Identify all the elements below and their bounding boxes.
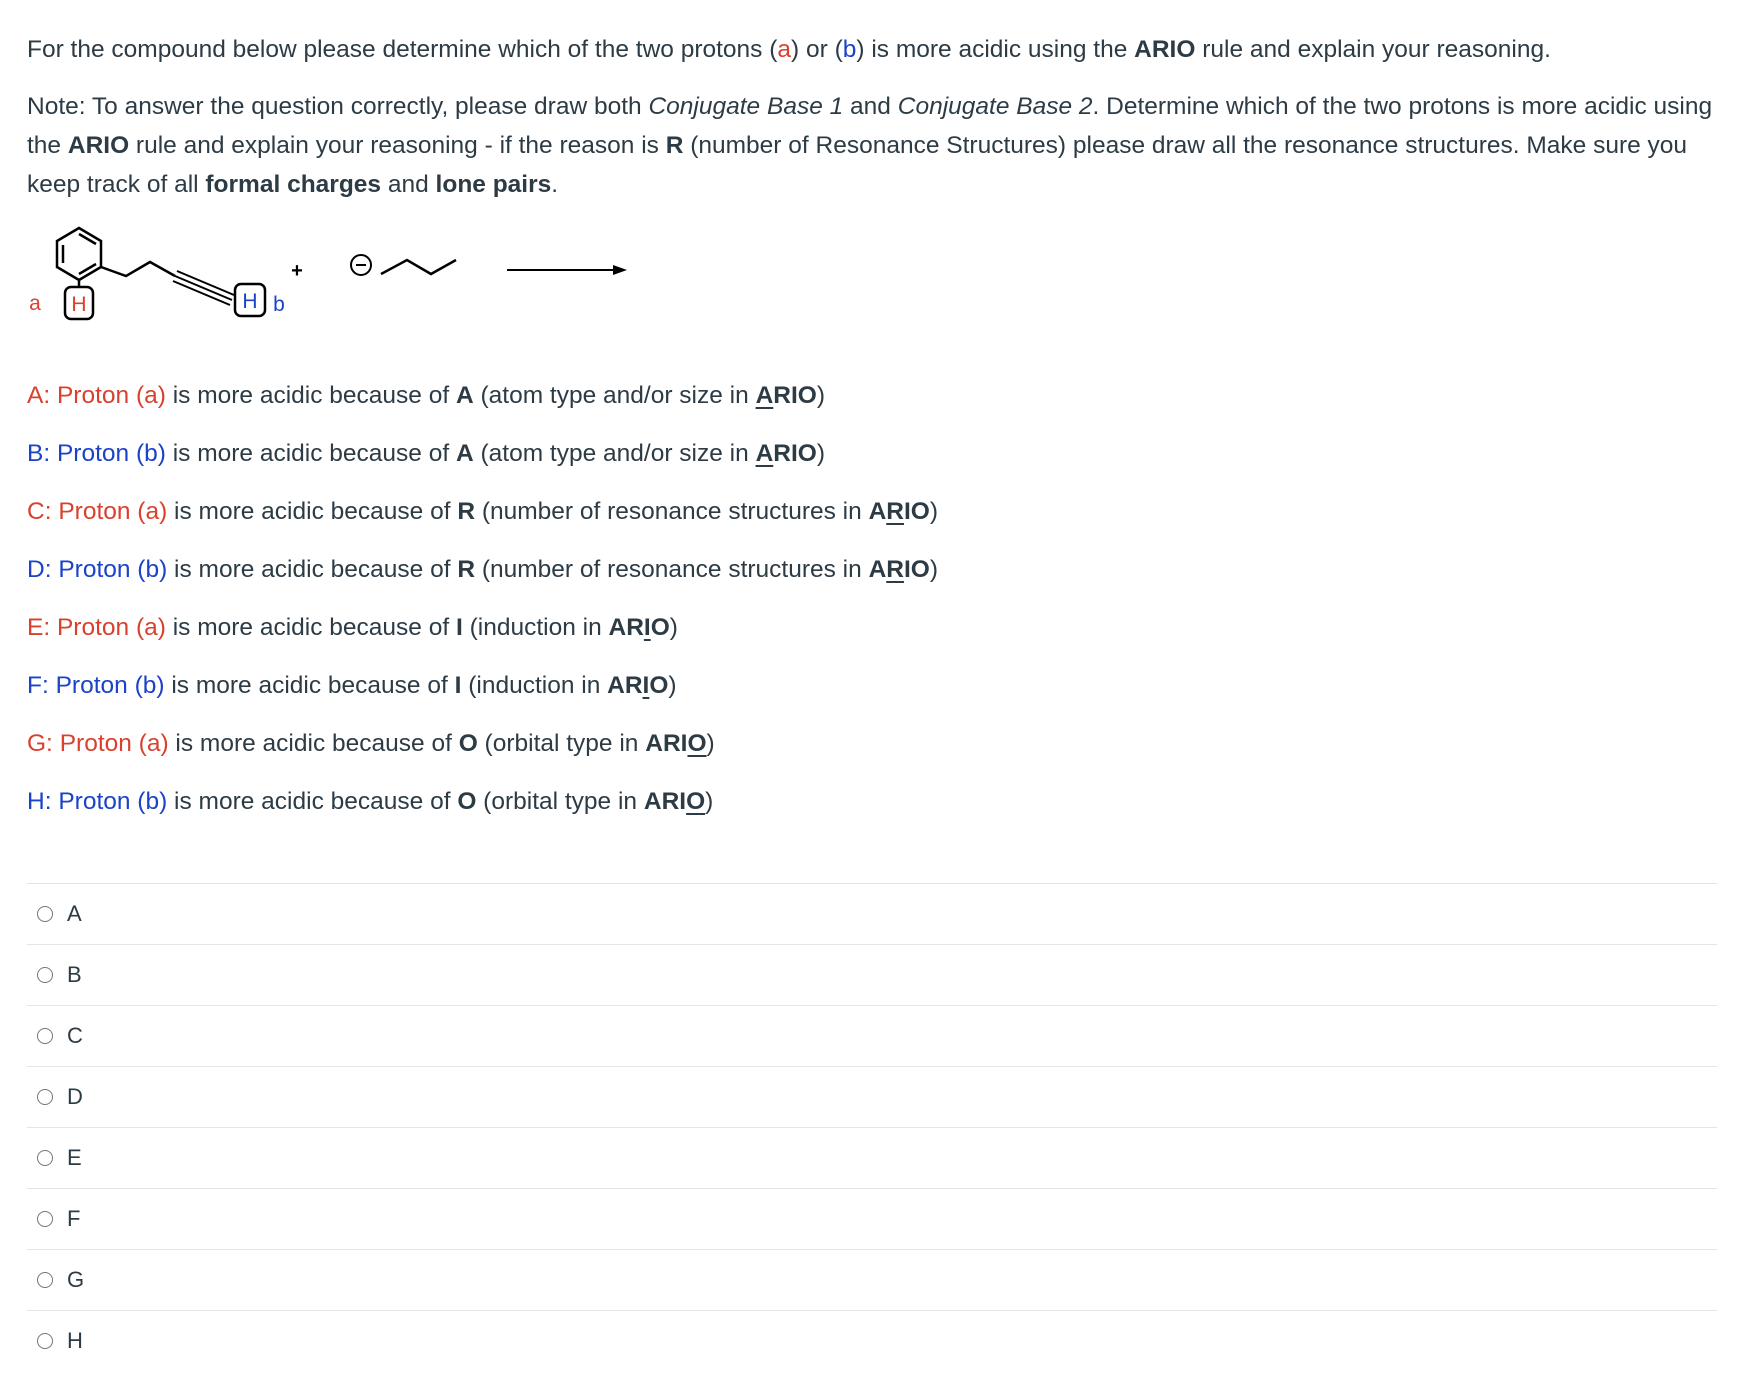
arrow-head-icon	[613, 265, 627, 275]
question-text-part: ) or (	[791, 36, 843, 63]
option-text-part: )	[668, 672, 677, 699]
ario-word-part: RIO	[773, 382, 817, 409]
option-text-part: is more acidic because of	[168, 730, 459, 757]
ario-word-part: ARI	[645, 730, 688, 757]
ario-letter: O	[457, 788, 477, 815]
triple-bond	[175, 276, 232, 300]
ario-word	[756, 382, 817, 409]
option-text-part: is more acidic because of	[167, 556, 458, 583]
reaction-diagram	[22, 218, 682, 368]
answer-option-c[interactable]	[27, 1005, 1717, 1066]
ario-word-part: IO	[903, 556, 930, 583]
ario-word	[645, 730, 706, 757]
alkyl-chain	[101, 262, 175, 276]
option-descriptions	[27, 381, 938, 845]
option-text-part: )	[929, 498, 939, 525]
option-text-part: )	[816, 440, 825, 467]
ario-word-part: RIO	[773, 440, 817, 467]
note-text-part: . Determine which of the two protons is more acidic using the	[27, 93, 1713, 159]
ario-word	[607, 672, 668, 699]
answer-label: B	[67, 962, 82, 987]
ario-word	[869, 498, 930, 525]
option-text-part: is more acidic because of	[165, 382, 456, 409]
ario-term: ARIO	[67, 132, 130, 159]
option-text-part: (induction in	[461, 672, 608, 699]
proton-ref: Proton (b)	[58, 556, 168, 583]
triple-bond	[177, 271, 234, 295]
ario-word-part: IO	[903, 498, 930, 525]
option-text-part: )	[929, 556, 939, 583]
option-key: E:	[27, 614, 51, 641]
triple-bond	[173, 281, 230, 305]
ario-word-part: O	[687, 730, 707, 757]
conjugate-base-2-term: Conjugate Base 2	[897, 93, 1093, 120]
answer-option-a[interactable]	[27, 883, 1717, 944]
answer-label: E	[67, 1145, 82, 1170]
option-key: B:	[27, 440, 51, 467]
option-description-d	[27, 555, 938, 613]
option-text-part: (number of resonance structures in	[475, 556, 869, 583]
ario-word	[609, 614, 670, 641]
ario-word-part: R	[886, 498, 904, 525]
ario-word	[756, 440, 817, 467]
note-text-part: and	[843, 93, 898, 120]
option-description-h	[27, 787, 938, 845]
question-text	[27, 30, 1717, 69]
option-description-g	[27, 729, 938, 787]
proton-ref: Proton (b)	[55, 672, 165, 699]
radio-button[interactable]	[37, 1211, 53, 1227]
ario-word-part: ARI	[643, 788, 687, 815]
proton-b-label: H	[242, 290, 258, 313]
answer-label: F	[67, 1206, 81, 1231]
option-text-part: (atom type and/or size in	[473, 382, 756, 409]
ario-word-part: I	[642, 672, 650, 699]
proton-a-ref: a	[777, 36, 792, 63]
answer-option-e[interactable]	[27, 1127, 1717, 1188]
question-note	[27, 87, 1717, 204]
answer-label: C	[67, 1023, 83, 1048]
option-text-part: is more acidic because of	[164, 672, 455, 699]
option-key: C:	[27, 498, 52, 525]
answer-option-b[interactable]	[27, 944, 1717, 1005]
ario-word-part: R	[886, 556, 904, 583]
ario-letter: I	[454, 672, 462, 699]
formal-charges-term: formal charges	[205, 171, 382, 198]
note-text-part: and	[381, 171, 436, 198]
radio-button[interactable]	[37, 1333, 53, 1349]
ario-letter: A	[455, 382, 474, 409]
question-text-part: ) is more acidic using the	[856, 36, 1135, 63]
ario-word-part: O	[649, 672, 669, 699]
label-b: b	[273, 293, 285, 316]
radio-button[interactable]	[37, 1028, 53, 1044]
ario-word-part: A	[755, 440, 774, 467]
proton-ref: Proton (b)	[56, 440, 166, 467]
option-text-part: is more acidic because of	[165, 440, 456, 467]
option-text-part: (orbital type in	[476, 788, 644, 815]
option-text-part: (induction in	[462, 614, 609, 641]
option-key: G:	[27, 730, 53, 757]
option-description-f	[27, 671, 938, 729]
ario-letter: O	[458, 730, 478, 757]
ario-word-part: AR	[607, 672, 643, 699]
answer-option-d[interactable]	[27, 1066, 1717, 1127]
option-text-part: )	[705, 788, 714, 815]
option-text-part: (atom type and/or size in	[473, 440, 756, 467]
propoxide-chain	[381, 260, 456, 274]
option-description-c	[27, 497, 938, 555]
ario-word	[869, 556, 930, 583]
answer-label: G	[67, 1267, 85, 1292]
question-prompt	[27, 30, 1717, 204]
option-text-part: (orbital type in	[477, 730, 646, 757]
label-a: a	[29, 292, 41, 315]
proton-ref: Proton (a)	[56, 382, 166, 409]
option-description-e	[27, 613, 938, 671]
note-text-part: Note: To answer the question correctly, please draw both	[27, 93, 649, 120]
answer-choices	[27, 883, 1717, 1371]
answer-label: D	[67, 1084, 83, 1109]
option-text-part: is more acidic because of	[167, 788, 458, 815]
ario-term: ARIO	[1134, 36, 1196, 63]
plus-sign: +	[291, 260, 303, 282]
ario-word-part: O	[686, 788, 706, 815]
option-text-part: is more acidic because of	[167, 498, 458, 525]
ario-letter: I	[455, 614, 463, 641]
option-key: D:	[27, 556, 52, 583]
option-text-part: is more acidic because of	[165, 614, 456, 641]
proton-ref: Proton (a)	[59, 730, 169, 757]
answer-label: A	[67, 901, 82, 926]
proton-ref: Proton (a)	[56, 614, 166, 641]
ario-word-part: AR	[608, 614, 644, 641]
question-text-part: For the compound below please determine which of the two protons (	[27, 36, 778, 63]
r-term: R	[665, 132, 684, 159]
answer-option-f[interactable]	[27, 1188, 1717, 1249]
option-text-part: )	[669, 614, 678, 641]
option-text-part: )	[706, 730, 715, 757]
option-description-b	[27, 439, 938, 497]
proton-ref: Proton (b)	[58, 788, 168, 815]
answer-option-g[interactable]	[27, 1249, 1717, 1310]
radio-button[interactable]	[37, 1150, 53, 1166]
note-text-part: .	[551, 171, 559, 198]
ario-letter: R	[457, 556, 476, 583]
radio-button[interactable]	[37, 906, 53, 922]
question-text-part: rule and explain your reasoning.	[1195, 36, 1551, 63]
answer-option-h[interactable]	[27, 1310, 1717, 1371]
proton-b-ref: b	[842, 36, 857, 63]
ario-word-part: O	[650, 614, 670, 641]
note-text-part: rule and explain your reasoning - if the reason is	[129, 132, 666, 159]
ario-word-part: A	[868, 498, 887, 525]
option-key: H:	[27, 788, 52, 815]
option-key: F:	[27, 672, 49, 699]
ario-letter: A	[455, 440, 474, 467]
lone-pairs-term: lone pairs	[435, 171, 552, 198]
proton-ref: Proton (a)	[58, 498, 168, 525]
radio-button[interactable]	[37, 1089, 53, 1105]
option-text-part: )	[816, 382, 825, 409]
note-text-part: (number of Resonance Structures) please draw all the resonance structures. Make sure you keep track of all	[27, 132, 1688, 198]
radio-button[interactable]	[37, 967, 53, 983]
option-key: A:	[27, 382, 51, 409]
ario-letter: R	[457, 498, 476, 525]
conjugate-base-1-term: Conjugate Base 1	[648, 93, 844, 120]
radio-button[interactable]	[37, 1272, 53, 1288]
option-text-part: (number of resonance structures in	[475, 498, 869, 525]
ario-word-part: I	[643, 614, 651, 641]
proton-a-label: H	[71, 293, 87, 316]
answer-label: H	[67, 1328, 83, 1353]
ario-word-part: A	[755, 382, 774, 409]
ario-word	[644, 788, 705, 815]
ario-word-part: A	[868, 556, 887, 583]
option-description-a	[27, 381, 938, 439]
